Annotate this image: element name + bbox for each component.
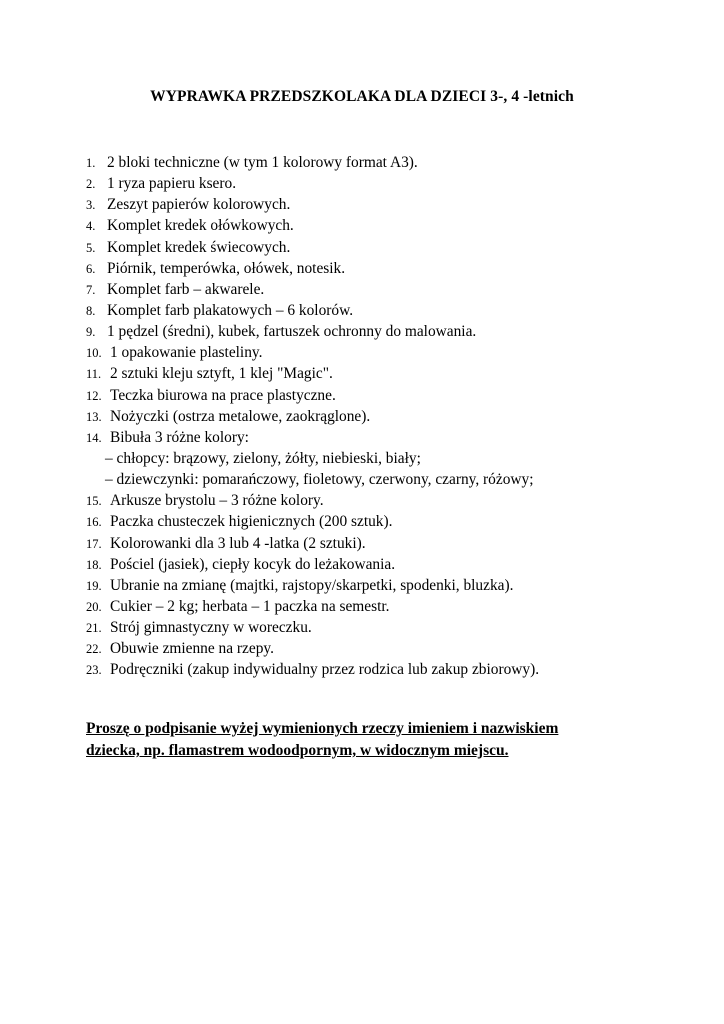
item-number: 20. bbox=[86, 599, 102, 614]
item-number: 13. bbox=[86, 409, 102, 424]
list-item bbox=[86, 300, 706, 321]
item-text: Pościel (jasiek), ciepły kocyk do leżakowania. bbox=[110, 555, 396, 573]
item-number: 21. bbox=[86, 621, 102, 636]
item-number: 1. bbox=[86, 156, 96, 170]
item-text: Piórnik, temperówka, ołówek, notesik. bbox=[107, 259, 346, 277]
item-number: 4. bbox=[86, 219, 96, 234]
item-number: 23. bbox=[86, 663, 102, 678]
supply-list bbox=[86, 152, 706, 681]
list-item bbox=[86, 237, 706, 258]
item-text: Paczka chusteczek higienicznych (200 sztuk). bbox=[110, 513, 393, 531]
list-item bbox=[86, 152, 706, 173]
list-item bbox=[86, 575, 706, 596]
item-text: 1 opakowanie plasteliny. bbox=[110, 344, 263, 362]
page-title: WYPRAWKA PRZEDSZKOLAKA DLA DZIECI 3-, 4 -letnich bbox=[150, 88, 574, 105]
list-item bbox=[86, 533, 706, 554]
list-item bbox=[86, 385, 706, 406]
item-text: Cukier – 2 kg; herbata – 1 paczka na semestr. bbox=[110, 597, 390, 615]
list-item bbox=[86, 554, 706, 575]
list-item bbox=[86, 511, 706, 532]
list-item bbox=[86, 427, 706, 448]
list-item bbox=[86, 342, 706, 363]
item-number: 15. bbox=[86, 494, 102, 509]
item-number: 2. bbox=[86, 177, 96, 192]
list-item bbox=[86, 490, 706, 511]
note-line-2: dziecka, np. flamastrem wodoodpornym, w widocznym miejscu. bbox=[86, 742, 509, 759]
list-subitem: – chłopcy: brązowy, zielony, żółty, niebieski, biały; bbox=[105, 449, 421, 467]
item-number: 5. bbox=[86, 240, 96, 255]
list-item bbox=[86, 363, 706, 384]
item-text: Komplet farb plakatowych – 6 kolorów. bbox=[107, 301, 354, 319]
item-text: Arkusze brystolu – 3 różne kolory. bbox=[110, 492, 324, 510]
signature-note bbox=[86, 718, 686, 762]
item-text: Komplet farb – akwarele. bbox=[107, 280, 265, 298]
item-text: 1 ryza papieru ksero. bbox=[107, 175, 237, 193]
item-number: 22. bbox=[86, 642, 102, 657]
list-item bbox=[86, 173, 706, 194]
item-text: 2 bloki techniczne (w tym 1 kolorowy format A3). bbox=[107, 154, 418, 171]
item-text: Teczka biurowa na prace plastyczne. bbox=[110, 386, 336, 404]
item-text: Komplet kredek ołówkowych. bbox=[107, 217, 294, 235]
list-item bbox=[86, 638, 706, 659]
list-subitem: – dziewczynki: pomarańczowy, fioletowy, czerwony, czarny, różowy; bbox=[105, 471, 534, 489]
item-text: Zeszyt papierów kolorowych. bbox=[107, 196, 291, 214]
item-number: 11. bbox=[86, 367, 102, 382]
item-number: 19. bbox=[86, 578, 102, 593]
list-item bbox=[86, 194, 706, 215]
item-text: 2 sztuki kleju sztyft, 1 klej "Magic". bbox=[110, 365, 333, 383]
item-text: Strój gimnastyczny w woreczku. bbox=[110, 619, 312, 637]
list-item bbox=[86, 258, 706, 279]
item-number: 17. bbox=[86, 536, 102, 551]
list-item bbox=[86, 406, 706, 427]
list-item bbox=[86, 321, 706, 342]
note-line-1: Proszę o podpisanie wyżej wymienionych rzeczy imieniem i nazwiskiem bbox=[86, 720, 559, 737]
item-number: 8. bbox=[86, 303, 96, 318]
item-text: Ubranie na zmianę (majtki, rajstopy/skarpetki, spodenki, bluzka). bbox=[110, 576, 514, 594]
item-number: 3. bbox=[86, 198, 96, 213]
item-number: 7. bbox=[86, 282, 96, 297]
item-text: Podręczniki (zakup indywidualny przez rodzica lub zakup zbiorowy). bbox=[110, 661, 540, 679]
item-text: Nożyczki (ostrza metalowe, zaokrąglone). bbox=[110, 407, 371, 425]
item-text: Kolorowanki dla 3 lub 4 -latka (2 sztuki). bbox=[110, 534, 366, 552]
item-number: 16. bbox=[86, 515, 102, 530]
item-text: 1 pędzel (średni), kubek, fartuszek ochronny do malowania. bbox=[107, 323, 477, 341]
item-number: 10. bbox=[86, 346, 102, 361]
list-item bbox=[86, 659, 706, 680]
list-item bbox=[86, 215, 706, 236]
item-number: 18. bbox=[86, 557, 102, 572]
item-number: 6. bbox=[86, 261, 96, 276]
list-item bbox=[86, 596, 706, 617]
item-number: 12. bbox=[86, 388, 102, 403]
list-item bbox=[86, 279, 706, 300]
item-number: 9. bbox=[86, 325, 96, 340]
item-text: Komplet kredek świecowych. bbox=[107, 238, 291, 256]
item-text: Obuwie zmienne na rzepy. bbox=[110, 640, 274, 658]
list-item bbox=[86, 617, 706, 638]
item-number: 14. bbox=[86, 430, 102, 445]
item-text: Bibuła 3 różne kolory: bbox=[110, 428, 249, 446]
